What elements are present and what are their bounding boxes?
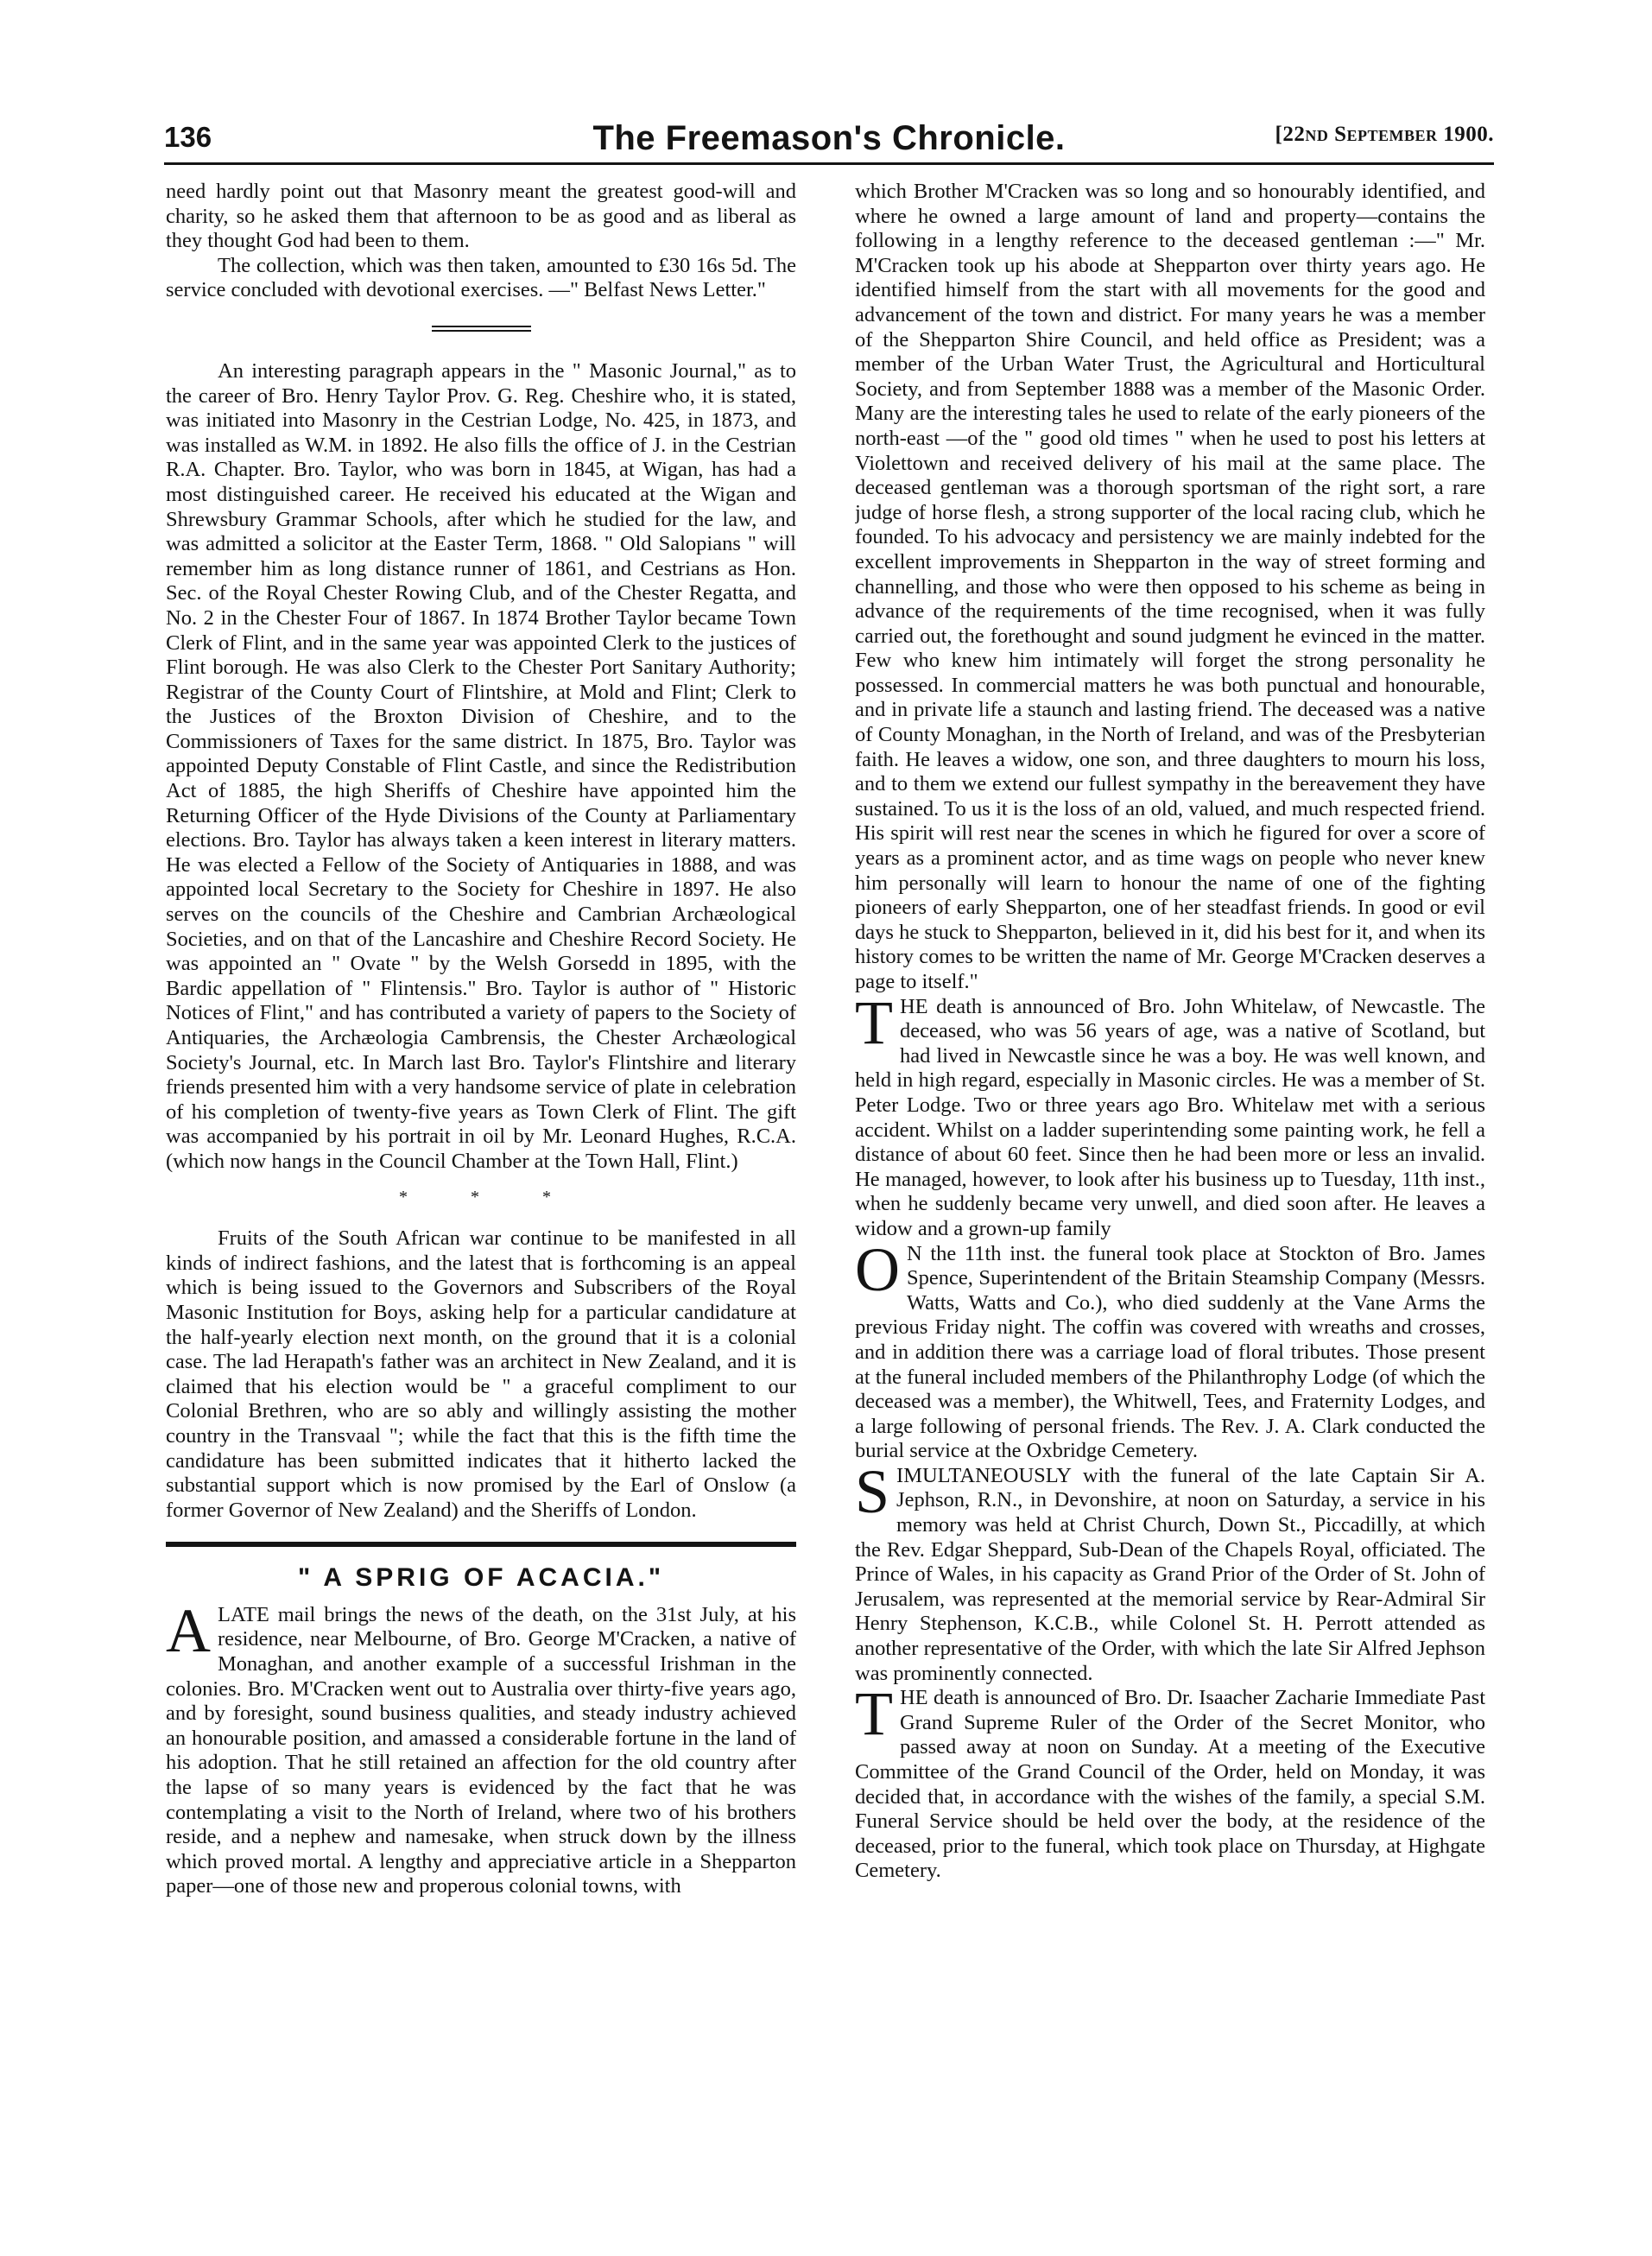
drop-cap: T xyxy=(855,987,893,1057)
mccracken-quote-paragraph: which Brother M'Cracken was so long and so honourably identified, and where he owned a large amount of land and property—contains the following in a lengthy reference to the deceased gentleman :—" Mr. M'Cracken took up his abode at Shepparton over thirty years ago. He identified himself from the start with all movements for the good and advancement of the town and district. For many years he was a member of the Shepparton Shire Council, and held office as President; was a member of the Urban Water Trust, the Agricultural and Horticultural Society, and from September 1888 was a member of the Masonic Order. Many are the interesting tales he used to relate of the early pioneers of the north-east —of the " good old times " when he used to post his letters at Violettown and received delivery of his mail at the same place. The deceased gentleman was a thorough sportsman of the right sort, a rare judge of horse flesh, a strong supporter of the local racing club, which he founded. To his advocacy and persistency we are mainly indebted for the excellent improvements in Shepparton in the way of street forming and channelling, and those who were then opposed to his scheme as being in advance of the requirements of the time recognised, when it was fully carried out, the forethought and sound judgment he evinced in the matter. Few who knew him intimately will forget the strong personality he possessed. In commercial matters he was both punctual and honourable, and in private life a staunch and lasting friend. The deceased was a native of County Monaghan, in the North of Ireland, and was of the Presbyterian faith. He leaves a widow, one son, and three daughters to mourn his loss, and to them we extend our fullest sympathy in the bereavement they have sustained. To us it is the loss of an old, valued, and much respected friend. His spirit will rest near the scenes in which he figured for over a score of years as a prominent actor, and as time wags on people who never knew him personally will learn to honour the name of one of the fighting pioneers of early Shepparton, one of her steadfast friends. In good or evil days he stuck to Shepparton, believed in it, did his best for it, and when its history comes to be written the name of Mr. George M'Cracken deserves a page to itself." xyxy=(855,180,1485,993)
war-appeal-paragraph: Fruits of the South African war continue to be manifested in all kinds of indirect fashions, and the latest that is forthcoming is an appeal which is being issued to the Governors and Subscribers of the Royal Masonic Institution for Boys, asking help for a particular candidature at the half-yearly election next month, on the ground that it is a colonial case. The lad Herapath's father was an architect in New Zealand, and it is claimed that his election would be " a graceful compliment to our Colonial Brethren, who are so ably and willingly assisting the mother country in the Transvaal "; while the fact that this is the fifth time the candidature has been submitted indicates that it hitherto lacked the substantial support which is now promised by the Earl of Onslow (a former Governor of New Zealand) and the Sheriffs of London. xyxy=(166,1226,796,1522)
taylor-paragraph: An interesting paragraph appears in the " Masonic Journal," as to the career of Bro. Henry Taylor Prov. G. Reg. Cheshire who, it is stated, was initiated into Masonry in the Cestrian Lodge, No. 425, in 1873, and was installed as W.M. in 1892. He also fills the office of J. in the Cestrian R.A. Chapter. Bro. Taylor, who was born in 1845, at Wigan, has had a most distinguished career. He received his educated at the Wigan and Shrewsbury Grammar Schools, after which he studied for the law, and was admitted a solicitor at the Easter Term, 1868. " Old Salopians " will remember him as long distance runner of 1861, and Cestrians as Hon. Sec. of the Royal Chester Rowing Club, and of the Chester Regatta, and No. 2 in the Chester Four of 1867. In 1874 Brother Taylor became Town Clerk of Flint, and in the same year was appointed Clerk to the justices of Flint borough. He was also Clerk to the Chester Port Sanitary Authority; Registrar of the County Court of Flintshire, at Mold and Flint; Clerk to the Justices of the Broxton Division of Cheshire, and to the Commissioners of Taxes for the same district. In 1875, Bro. Taylor was appointed Deputy Constable of Flint Castle, and since the Redistribution Act of 1885, the high Sheriffs of Cheshire have appointed him the Returning Officer of the Hyde Divisions of the County at Parliamentary elections. Bro. Taylor has always taken a keen interest in literary matters. He was elected a Fellow of the Society of Antiquaries in 1888, and was appointed local Secretary to the Society for Cheshire in 1897. He also serves on the councils of the Cheshire and Cambrian Archæological Societies, and on that of the Lancashire and Cheshire Record Society. He was appointed an " Ovate " by the Welsh Gorsedd in 1895, with the Bardic appellation of " Flintensis." Bro. Taylor is author of " Historic Notices of Flint," and has contributed a variety of papers to the Society of Antiquaries, the Archæologia Cambrensis, the Chester Archæological Society's Journal, etc. In March last Bro. Taylor's Flintshire and literary friends presented him with a very handsome service of plate in celebration of his completion of twenty-five years as Town Clerk of Flint. The gift was accompanied by his portrait in oil by Mr. Leonard Hughes, R.C.A. (which now hangs in the Council Chamber at the Town Hall, Flint.) xyxy=(166,358,796,1173)
jephson-text: IMULTANEOUSLY with the funeral of the late Captain Sir A. Jephson, R.N., in Devonshire, at noon on Saturday, a service in his memory was held at Christ Church, Down St., Piccadilly, at which the Rev. Edgar Sheppard, Sub-Dean of the Chapels Royal, officiated. The Prince of Wales, in his capacity as Grand Prior of the Order of St. John of Jerusalem, was represented at the memorial service by Rear-Admiral Sir Henry Stephenson, K.C.B., while Colonel St. H. Perrott attended as another representative of the Order, with which the late Sir Alfred Jephson was prominently connected. xyxy=(855,1463,1485,1685)
section-heading-acacia: " A SPRIG OF ACACIA." xyxy=(297,1563,665,1593)
drop-cap: O xyxy=(855,1234,900,1304)
acacia-text: LATE mail brings the news of the death, on the 31st July, at his residence, near Melbourne, of Bro. George M'Cracken, a native of Monaghan, and another example of a successful Irishman in the colonies. Bro. M'Cracken went out to Australia over thirty-five years ago, and by foresight, sound business qualities, and steady industry achieved an honourable position, and amassed a considerable fortune in the land of his adoption. That he still retained an affection for the old country after the lapse of so many years is evidenced by the fact that he was contemplating a visit to the North of Ireland, where two of his brothers reside, and a nephew and namesake, when struck down by the illness which proved mortal. A lengthy and appreciative article in a Shepparton paper—one of those new and properous colonial towns, with xyxy=(166,1602,796,1898)
right-column xyxy=(855,180,1485,2227)
section-divider xyxy=(432,326,531,332)
acacia-paragraph xyxy=(166,1595,796,1899)
left-column xyxy=(166,180,796,2227)
zacharie-text: HE death is announced of Bro. Dr. Isaacher Zacharie Immediate Past Grand Supreme Ruler of the Order of the Secret Monitor, who passed away at noon on Sunday. At a meeting of the Executive Committee of the Grand Council of the Order, held on Monday, it was decided that, in accordance with the wishes of the family, a special S.M. Funeral Service should be held over the body, at the residence of the deceased, prior to the funeral, which took place on Thursday, at Highgate Cemetery. xyxy=(855,1686,1485,1883)
asterism-divider: * * * xyxy=(399,1187,580,1207)
publication-title: The Freemason's Chronicle. xyxy=(592,119,1066,157)
masthead xyxy=(164,117,1494,169)
drop-cap: T xyxy=(855,1679,893,1749)
spence-text: N the 11th inst. the funeral took place at Stockton of Bro. James Spence, Superintendent of the Britain Steamship Company (Messrs. Watts, Watts and Co.), who died suddenly at the Vane Arms the previous Friday night. The coffin was covered with wreaths and crosses, and in addition there was a carriage load of floral tributes. Those present at the funeral included members of the Philanthrophy Lodge (of which the deceased was a member), the Whitwell, Tees, and Fraternity Lodges, and a large following of personal friends. The Rev. J. A. Clark conducted the burial service at the Oxbridge Cemetery. xyxy=(855,1241,1485,1463)
zacharie-obituary xyxy=(855,1679,1485,1884)
collection-paragraph: The collection, which was then taken, amounted to £30 16s 5d. The service concluded with devotional exercises. —" Belfast News Letter." xyxy=(166,253,796,302)
whitelaw-obituary xyxy=(855,987,1485,1242)
masthead-rule xyxy=(164,162,1494,165)
jephson-service-item xyxy=(855,1456,1485,1686)
drop-cap: A xyxy=(166,1595,211,1665)
whitelaw-text: HE death is announced of Bro. John Whitelaw, of Newcastle. The deceased, who was 56 years of age, was a native of Scotland, but had lived in Newcastle since he was a boy. He was well known, and held in high regard, especially in Masonic circles. He was a member of St. Peter Lodge. Two or three years ago Bro. Whitelaw met with a serious accident. Whilst on a ladder superintending some painting work, he fell a distance of about 60 feet. Since then he had been more or less an invalid. He managed, however, to look after his business up to Tuesday, 11th inst., when he suddenly became very unwell, and died soon after. He leaves a widow and a grown-up family xyxy=(855,994,1485,1240)
page-number: 136 xyxy=(164,121,212,153)
issue-date: [22nd September 1900. xyxy=(1275,123,1494,146)
spence-funeral-item xyxy=(855,1234,1485,1464)
heavy-divider xyxy=(166,1542,796,1547)
article-continuation-paragraph: need hardly point out that Masonry meant the greatest good-will and charity, so he asked them that afternoon to be as good and as liberal as they thought God had been to them. xyxy=(166,180,796,253)
drop-cap: S xyxy=(855,1456,890,1526)
